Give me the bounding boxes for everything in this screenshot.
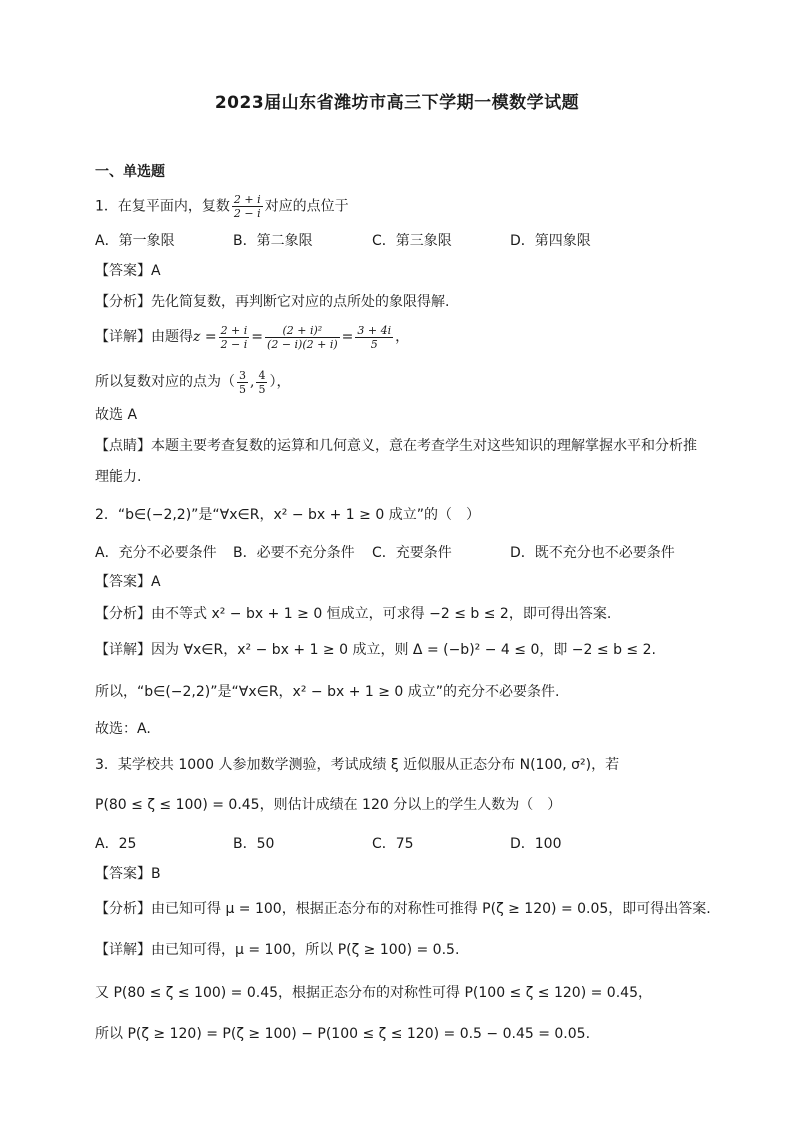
q1-point-x-num: 3	[239, 368, 246, 382]
answer-tag: 【答案】	[95, 263, 151, 279]
q1-comment-line1: 本题主要考查复数的运算和几何意义，意在考查学生对这些知识的理解掌握水平和分析推	[151, 438, 697, 454]
q1-detail-frac2-num: (2 + i)²	[265, 324, 340, 338]
q1-point-y	[256, 369, 267, 396]
q2-options	[0, 542, 794, 560]
q1-detail-z: z =	[193, 329, 217, 345]
q1-detail-frac1-den: 2 − i	[220, 337, 248, 351]
q3-stem-line2: P(80 ≤ ζ ≤ 100) = 0.45，则估计成绩在 120 分以上的学生人数为（ ）	[95, 797, 562, 813]
comment-tag: 【点睛】	[95, 438, 151, 454]
q3-stem1: 某学校共 1000 人参加数学测验，考试成绩 ξ 近似服从正态分布 N(100, σ²)，若	[117, 757, 620, 773]
q1-frac-num: 2 + i	[233, 193, 261, 206]
q2-answer	[95, 573, 161, 591]
q1-option-d: D．第四象限	[510, 233, 591, 249]
q2-conclusion: 所以，“b∈(−2,2)”是“∀x∈R，x² − bx + 1 ≥ 0 成立”的充分不必要条件.	[95, 684, 560, 700]
q2-option-b: B．必要不充分条件	[233, 545, 355, 561]
section-heading: 一、单选题	[95, 164, 165, 180]
q1-stem-post: 对应的点位于	[264, 198, 349, 215]
q1-option-b: B．第二象限	[233, 233, 313, 249]
q1-detail-frac2	[265, 324, 340, 351]
q2-number: 2．	[95, 507, 118, 523]
q1-option-a: A．第一象限	[95, 233, 175, 249]
q1-point	[95, 367, 290, 397]
q2-analysis-text: 由不等式 x² − bx + 1 ≥ 0 恒成立，可求得 −2 ≤ b ≤ 2，即可得出答案.	[151, 606, 612, 622]
answer-tag: 【答案】	[95, 574, 151, 590]
detail-tag: 【详解】	[95, 329, 151, 345]
q1-detail-frac3-den: 5	[370, 337, 378, 351]
q1-answer	[95, 262, 161, 280]
q2-detail	[95, 641, 656, 659]
q1-detail-frac3-num: 3 + 4i	[357, 323, 392, 337]
q1-detail-frac3	[355, 324, 393, 351]
q1-comment	[95, 437, 697, 455]
q3-line-again: 又 P(80 ≤ ζ ≤ 100) = 0.45，根据正态分布的对称性可得 P(100 ≤ ζ ≤ 120) = 0.45，	[95, 985, 652, 1001]
q1-detail-eq2: =	[341, 329, 354, 345]
q3-options	[0, 833, 794, 851]
q1-detail	[95, 322, 409, 352]
q2-detail-text: 因为 ∀x∈R，x² − bx + 1 ≥ 0 成立，则 Δ = (−b)² − 4 ≤ 0，即 −2 ≤ b ≤ 2.	[151, 642, 656, 658]
q1-fraction	[232, 193, 263, 220]
q3-option-b: B．50	[233, 836, 275, 852]
q1-stem	[95, 193, 349, 220]
q2-answer-value: A	[151, 574, 161, 590]
q2-analysis	[95, 605, 611, 623]
q1-detail-pre: 由题得	[151, 329, 193, 345]
q1-point-pre: 所以复数对应的点为（	[95, 374, 235, 390]
q1-analysis-text: 先化简复数，再判断它对应的点所处的象限得解.	[151, 294, 450, 310]
q3-line-final: 所以 P(ζ ≥ 120) = P(ζ ≥ 100) − P(100 ≤ ζ ≤ 120) = 0.5 − 0.45 = 0.05.	[95, 1026, 591, 1042]
analysis-tag: 【分析】	[95, 606, 151, 622]
q1-detail-frac2-den: (2 − i)(2 + i)	[267, 337, 338, 351]
q3-analysis	[95, 900, 711, 918]
q3-detail-text: 由已知可得，μ = 100，所以 P(ζ ≥ 100) = 0.5.	[151, 942, 460, 958]
detail-tag: 【详解】	[95, 942, 151, 958]
q3-detail	[95, 941, 459, 959]
q2-choose: 故选：A.	[95, 721, 151, 737]
document-title: 2023届山东省潍坊市高三下学期一模数学试题	[214, 93, 580, 113]
q1-point-x	[237, 369, 248, 396]
q1-option-c: C．第三象限	[372, 233, 452, 249]
q1-point-x-den: 5	[239, 382, 246, 396]
q3-number: 3．	[95, 757, 118, 773]
q2-option-d: D．既不充分也不必要条件	[510, 545, 675, 561]
q1-point-comma: ,	[250, 374, 255, 390]
q1-detail-eq1: =	[251, 329, 264, 345]
q1-analysis	[95, 293, 449, 311]
q3-option-c: C．75	[372, 836, 414, 852]
q1-detail-end: ，	[395, 329, 410, 345]
analysis-tag: 【分析】	[95, 901, 151, 917]
q3-answer	[95, 865, 161, 883]
q1-answer-value: A	[151, 263, 161, 279]
q1-choose: 故选 A	[95, 407, 138, 423]
analysis-tag: 【分析】	[95, 294, 151, 310]
q1-detail-frac1-num: 2 + i	[220, 323, 248, 337]
q1-point-y-den: 5	[258, 382, 266, 396]
q1-options	[0, 230, 794, 248]
q1-number: 1．	[95, 198, 118, 215]
q3-option-a: A．25	[95, 836, 137, 852]
q2-stem-text: “b∈(−2,2)”是“∀x∈R，x² − bx + 1 ≥ 0 成立”的（ ）	[117, 507, 480, 523]
q1-stem-pre: 在复平面内，复数	[117, 198, 230, 215]
q2-option-c: C．充要条件	[372, 545, 452, 561]
q3-option-d: D．100	[510, 836, 562, 852]
q2-option-a: A．充分不必要条件	[95, 545, 217, 561]
q1-comment-cont: 理能力.	[95, 469, 142, 485]
q1-point-y-num: 4	[258, 368, 266, 382]
q3-answer-value: B	[151, 866, 161, 882]
answer-tag: 【答案】	[95, 866, 151, 882]
q1-point-post: ），	[269, 374, 291, 390]
q1-detail-frac1	[219, 324, 250, 351]
detail-tag: 【详解】	[95, 642, 151, 658]
q3-analysis-text: 由已知可得 μ = 100，根据正态分布的对称性可推得 P(ζ ≥ 120) = 0.05，即可得出答案.	[151, 901, 711, 917]
q2-stem	[95, 506, 480, 524]
q3-stem-line1	[95, 756, 619, 774]
q1-frac-den: 2 − i	[233, 207, 261, 220]
